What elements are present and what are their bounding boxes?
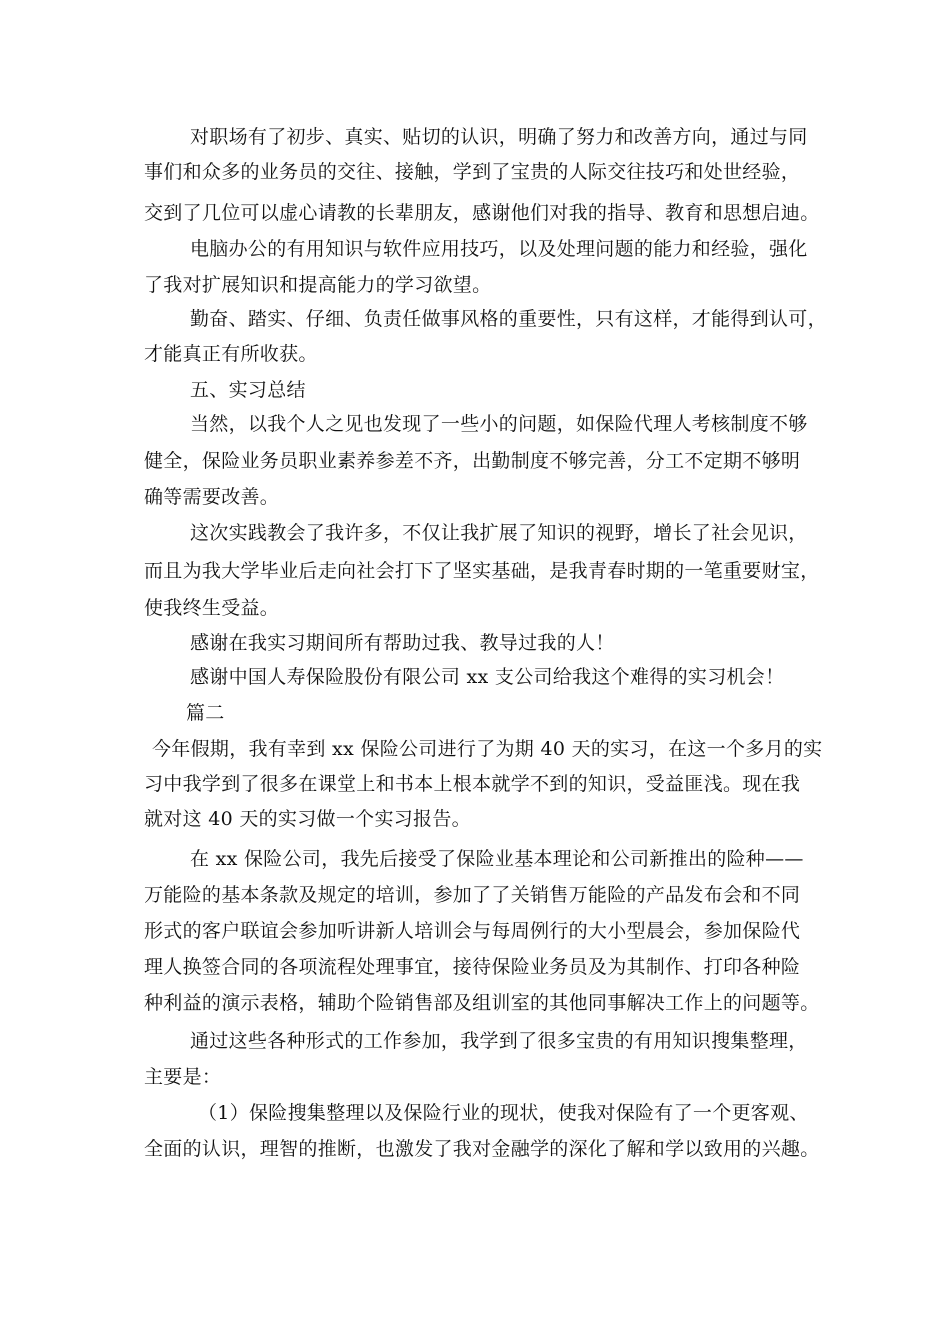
text-line: 对职场有了初步、真实、贴切的认识，明确了努力和改善方向，通过与同 xyxy=(190,126,808,148)
text-line: 电脑办公的有用知识与软件应用技巧，以及处理问题的能力和经验，强化 xyxy=(190,238,808,260)
text-line: 健全，保险业务员职业素养参差不齐，出勤制度不够完善，分工不定期不够明 xyxy=(144,450,801,472)
text-line: 习中我学到了很多在课堂上和书本上根本就学不到的知识，受益匪浅。现在我 xyxy=(144,773,801,795)
text-line: 使我终生受益。 xyxy=(144,597,280,619)
text-line: 才能真正有所收获。 xyxy=(144,343,318,365)
text-line: 感谢在我实习期间所有帮助过我、教导过我的人！ xyxy=(190,632,615,654)
text-line: 主要是： xyxy=(144,1066,222,1088)
text-line: 事们和众多的业务员的交往、接触，学到了宝贵的人际交往技巧和处世经验， xyxy=(144,161,801,183)
text-line: 形式的客户联谊会参加听讲新人培训会与每周例行的大小型晨会，参加保险代 xyxy=(144,920,801,942)
text-line: 今年假期，我有幸到 xx 保险公司进行了为期 40 天的实习，在这一个多月的实 xyxy=(152,738,823,760)
text-line: 万能险的基本条款及规定的培训，参加了了关销售万能险的产品发布会和不同 xyxy=(144,884,801,906)
text-line: （1）保险搜集整理以及保险行业的现状，使我对保险有了一个更客观、 xyxy=(198,1102,809,1124)
text-line: 勤奋、踏实、仔细、负责任做事风格的重要性，只有这样，才能得到认可， xyxy=(190,308,827,330)
text-line: 种利益的演示表格，辅助个险销售部及组训室的其他同事解决工作上的问题等。 xyxy=(144,992,820,1014)
text-line: 当然，以我个人之见也发现了一些小的问题，如保险代理人考核制度不够 xyxy=(190,413,808,435)
text-line: 在 xx 保险公司，我先后接受了保险业基本理论和公司新推出的险种—— xyxy=(190,848,804,870)
section-heading: 五、实习总结 xyxy=(190,379,306,401)
text-line: 这次实践教会了我许多，不仅让我扩展了知识的视野，增长了社会见识， xyxy=(190,522,808,544)
text-line: 全面的认识，理智的推断，也激发了我对金融学的深化了解和学以致用的兴趣。 xyxy=(144,1138,820,1160)
text-line: 了我对扩展知识和提高能力的学习欲望。 xyxy=(144,274,492,296)
text-line: 而且为我大学毕业后走向社会打下了坚实基础，是我青春时期的一笔重要财宝， xyxy=(144,560,820,582)
text-line: 确等需要改善。 xyxy=(144,486,280,508)
section-heading: 篇二 xyxy=(186,702,225,724)
text-line: 交到了几位可以虚心请教的长辈朋友，感谢他们对我的指导、教育和思想启迪。 xyxy=(144,202,820,224)
text-line: 就对这 40 天的实习做一个实习报告。 xyxy=(144,808,471,830)
text-line: 感谢中国人寿保险股份有限公司 xx 支公司给我这个难得的实习机会！ xyxy=(190,666,785,688)
text-line: 理人换签合同的各项流程处理事宜，接待保险业务员及为其制作、打印各种险 xyxy=(144,956,801,978)
text-line: 通过这些各种形式的工作参加，我学到了很多宝贵的有用知识搜集整理， xyxy=(190,1030,808,1052)
